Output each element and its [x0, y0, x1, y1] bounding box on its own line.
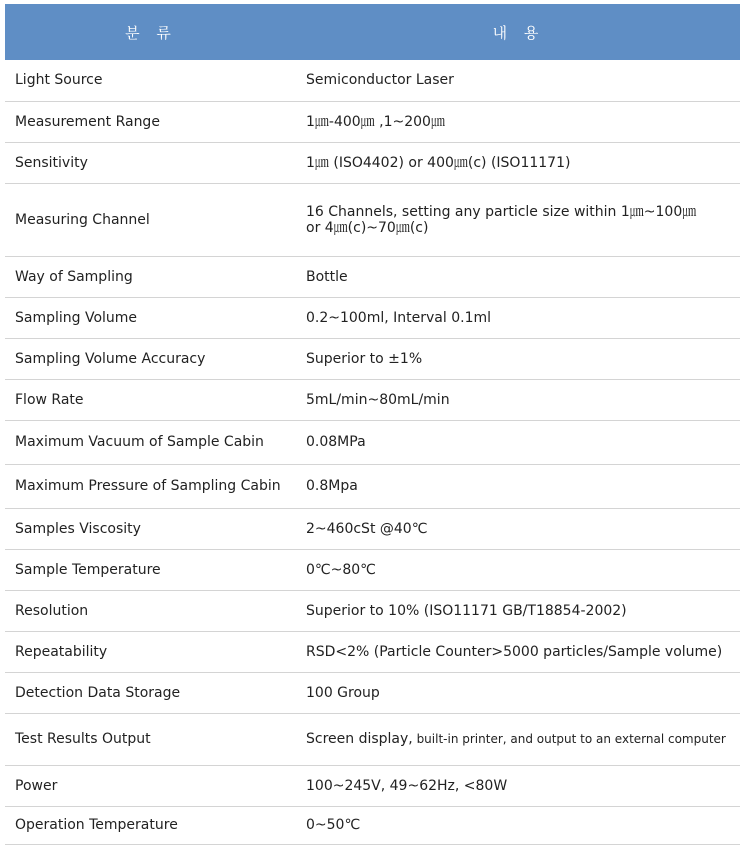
row-label: Maximum Pressure of Sampling Cabin — [5, 464, 297, 508]
row-label: Measuring Channel — [5, 183, 297, 256]
table-row — [5, 420, 740, 464]
table-row — [5, 549, 740, 590]
row-value: 0.08MPa — [297, 420, 740, 464]
row-label: Light Source — [5, 60, 297, 101]
row-label: Way of Sampling — [5, 256, 297, 297]
header-category: 분 류 — [5, 4, 297, 60]
header-row — [5, 4, 740, 60]
row-label: Measurement Range — [5, 101, 297, 142]
row-value: 2~460cSt @40℃ — [297, 508, 740, 549]
table-row — [5, 713, 740, 765]
row-value: Semiconductor Laser — [297, 60, 740, 101]
row-value-main: Screen display, — [306, 731, 413, 747]
header-content: 내 용 — [297, 4, 740, 60]
table-row — [5, 256, 740, 297]
row-value: 5mL/min~80mL/min — [297, 379, 740, 420]
table-row — [5, 765, 740, 806]
table-row — [5, 464, 740, 508]
table-row — [5, 338, 740, 379]
row-label: Power — [5, 765, 297, 806]
table-row — [5, 101, 740, 142]
table-row — [5, 672, 740, 713]
row-value: 0.2~100ml, Interval 0.1ml — [297, 297, 740, 338]
table-row — [5, 631, 740, 672]
table-row — [5, 183, 740, 256]
row-value: 0℃~80℃ — [297, 549, 740, 590]
row-value: Bottle — [297, 256, 740, 297]
row-value: 0.8Mpa — [297, 464, 740, 508]
spec-table — [5, 4, 740, 845]
row-label: Repeatability — [5, 631, 297, 672]
row-value-line2: or 4㎛(c)~70㎛(c) — [306, 219, 429, 236]
row-label: Sampling Volume — [5, 297, 297, 338]
table-row — [5, 297, 740, 338]
row-label: Sample Temperature — [5, 549, 297, 590]
row-value: Superior to 10% (ISO11171 GB/T18854-2002) — [297, 590, 740, 631]
row-value — [297, 183, 740, 256]
row-value — [297, 713, 740, 765]
row-value: 0~50℃ — [297, 806, 740, 844]
table-row — [5, 60, 740, 101]
table-row — [5, 508, 740, 549]
table-row — [5, 806, 740, 844]
row-value: 1㎛ (ISO4402) or 400㎛(c) (ISO11171) — [297, 142, 740, 183]
row-value-small: built-in printer, and output to an external computer — [412, 732, 726, 746]
row-value: RSD<2% (Particle Counter>5000 particles/Sample volume) — [297, 631, 740, 672]
row-value: 1㎛-400㎛ ,1~200㎛ — [297, 101, 740, 142]
row-label: Operation Temperature — [5, 806, 297, 844]
row-value: 100~245V, 49~62Hz, <80W — [297, 765, 740, 806]
row-label: Test Results Output — [5, 713, 297, 765]
table-row — [5, 590, 740, 631]
row-label: Sensitivity — [5, 142, 297, 183]
row-label: Detection Data Storage — [5, 672, 297, 713]
row-value: Superior to ±1% — [297, 338, 740, 379]
row-value-line1: 16 Channels, setting any particle size within 1㎛~100㎛ — [306, 203, 697, 220]
table-row — [5, 379, 740, 420]
row-value: 100 Group — [297, 672, 740, 713]
row-label: Maximum Vacuum of Sample Cabin — [5, 420, 297, 464]
row-label: Flow Rate — [5, 379, 297, 420]
row-label: Sampling Volume Accuracy — [5, 338, 297, 379]
row-label: Resolution — [5, 590, 297, 631]
row-label: Samples Viscosity — [5, 508, 297, 549]
table-row — [5, 142, 740, 183]
